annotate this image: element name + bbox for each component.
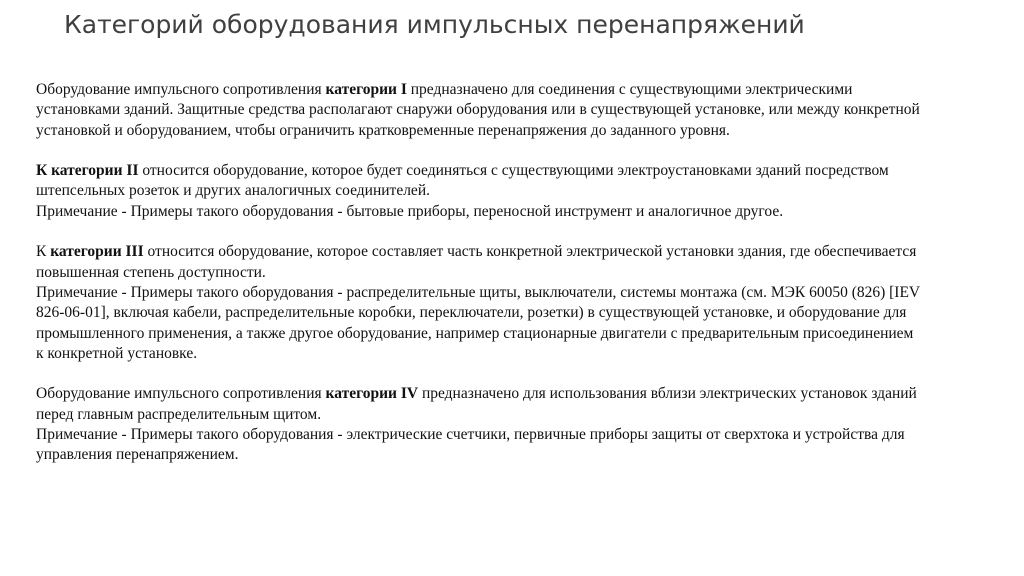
text-span: 826-06-01], включая кабели, распределительные коробки, переключатели, розетки) в существующей установке, и оборудование для bbox=[36, 304, 907, 322]
text-span: установками зданий. Защитные средства располагают снаружи оборудования или в существующей установке, или между конкретной bbox=[36, 101, 920, 119]
text-line bbox=[36, 425, 1016, 445]
text-line bbox=[36, 161, 1016, 181]
category-i-paragraph bbox=[36, 80, 1016, 141]
category-ii-paragraph bbox=[36, 161, 1016, 222]
bold-term: К категории II bbox=[36, 162, 139, 180]
text-line bbox=[36, 344, 1016, 364]
slide-body bbox=[36, 80, 1016, 466]
paragraph-gap bbox=[36, 364, 1016, 384]
text-span: повышенная степень доступности. bbox=[36, 263, 266, 281]
text-line bbox=[36, 283, 1016, 303]
text-span: Примечание - Примеры такого оборудования - распределительные щиты, выключатели, системы монтажа (см. МЭК 60050 (826) [IEV bbox=[36, 283, 921, 301]
bold-term: категории I bbox=[325, 81, 407, 98]
text-span: перед главным распределительным щитом. bbox=[36, 405, 322, 423]
text-line bbox=[36, 445, 1016, 465]
text-span: относится оборудование, которое будет соединяться с существующими электроустановками зданий посредством bbox=[138, 162, 889, 180]
text-line bbox=[36, 181, 1016, 201]
text-line bbox=[36, 202, 1016, 222]
text-span: Оборудование импульсного сопротивления bbox=[36, 81, 326, 98]
text-span: к конкретной установке. bbox=[36, 344, 198, 362]
text-span: управления перенапряжением. bbox=[36, 446, 239, 464]
text-span: предназначено для использования вблизи электрических установок зданий bbox=[418, 385, 917, 403]
text-span: Примечание - Примеры такого оборудования - бытовые приборы, переносной инструмент и аналогичное другое. bbox=[36, 202, 784, 220]
text-line bbox=[36, 384, 1016, 404]
text-line bbox=[36, 100, 1016, 120]
text-span: Примечание - Примеры такого оборудования - электрические счетчики, первичные приборы защиты от сверхтока и устройства для bbox=[36, 426, 905, 444]
paragraph-gap bbox=[36, 222, 1016, 242]
text-span: установкой и оборудованием, чтобы ограничить кратковременные перенапряжения до заданного уровня. bbox=[36, 121, 730, 139]
text-line bbox=[36, 121, 1016, 141]
text-span: промышленного применения, а также другое оборудование, например стационарные двигатели с предварительным присоединением bbox=[36, 324, 914, 342]
text-span: предназначено для соединения с существующими электрическими bbox=[406, 81, 853, 98]
text-line bbox=[36, 303, 1016, 323]
text-line bbox=[36, 80, 1016, 100]
text-span: относится оборудование, которое составляет часть конкретной электрической установки здания, где обеспечивается bbox=[143, 243, 917, 261]
text-span: К bbox=[36, 243, 51, 261]
text-line bbox=[36, 242, 1016, 262]
text-span: Оборудование импульсного сопротивления bbox=[36, 385, 326, 403]
bold-term: категории III bbox=[50, 243, 144, 261]
slide-title: Категорий оборудования импульсных перенапряжений bbox=[64, 10, 805, 39]
category-iv-paragraph bbox=[36, 384, 1016, 465]
bold-term: категории IV bbox=[325, 385, 419, 403]
text-span: штепсельных розеток и других аналогичных соединителей. bbox=[36, 182, 430, 200]
text-line bbox=[36, 263, 1016, 283]
text-line bbox=[36, 405, 1016, 425]
paragraph-gap bbox=[36, 141, 1016, 161]
category-iii-paragraph bbox=[36, 242, 1016, 364]
text-line bbox=[36, 324, 1016, 344]
